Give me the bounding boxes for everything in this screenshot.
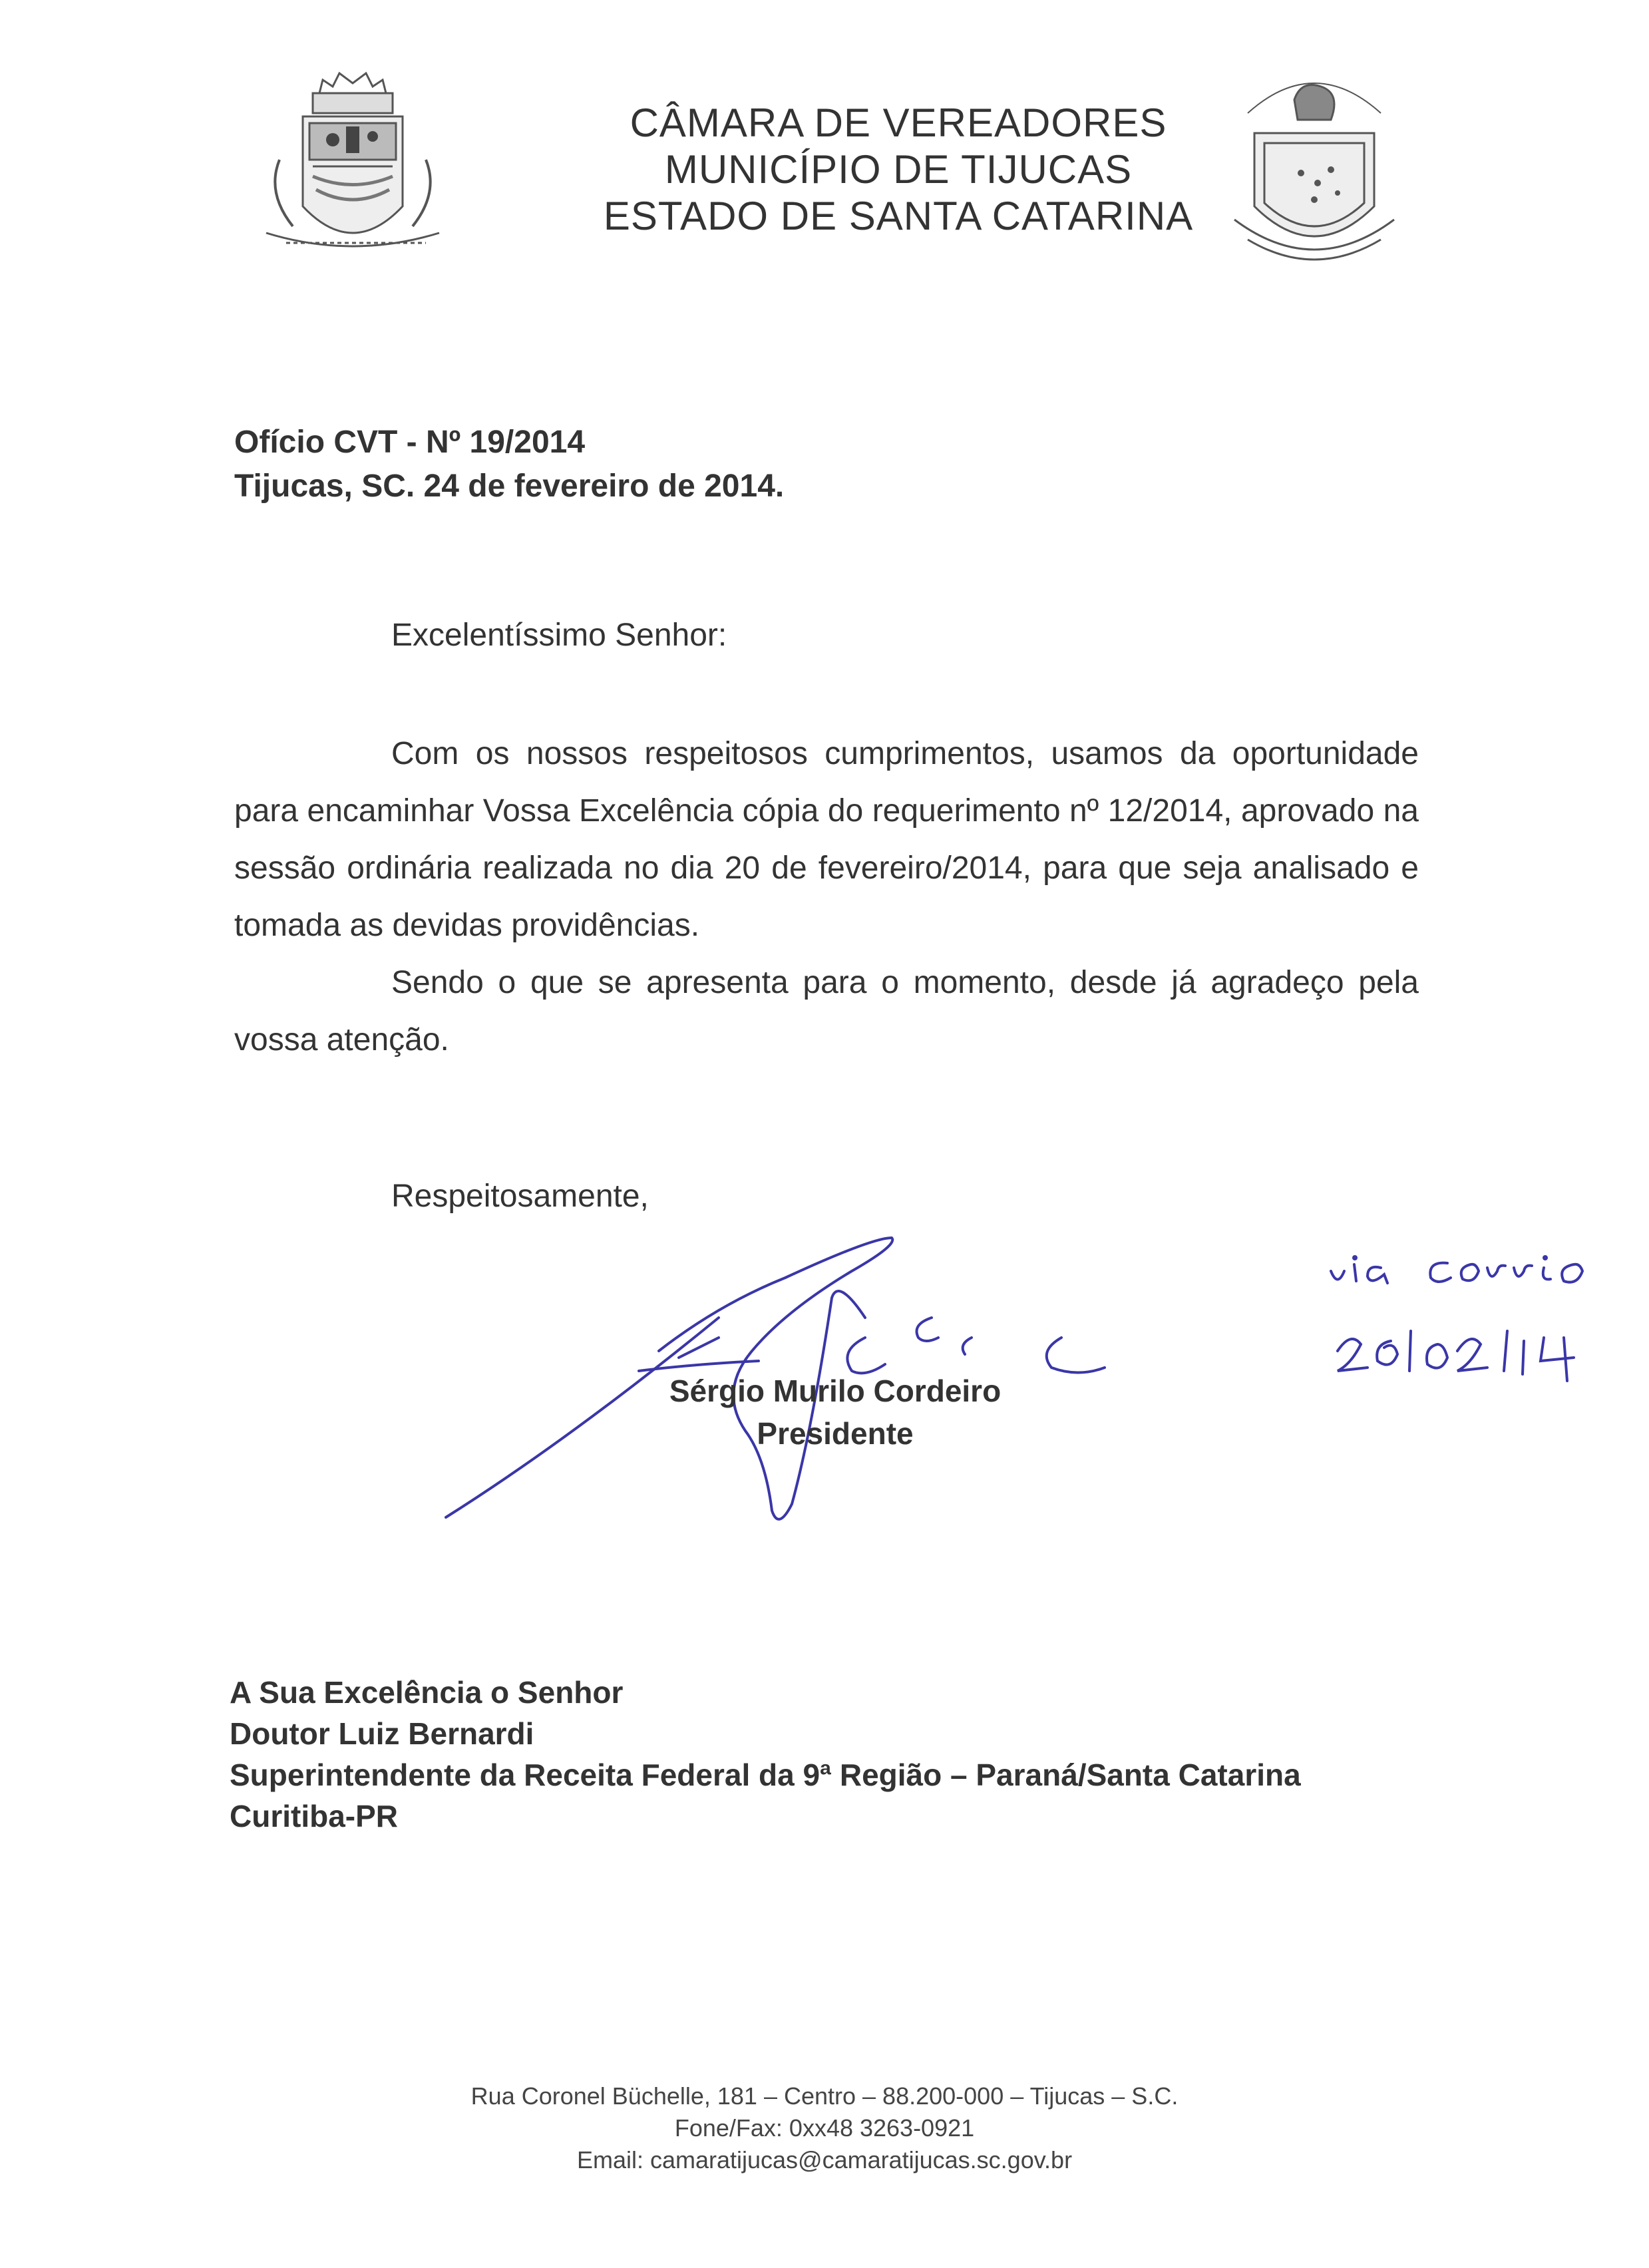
footer [0,2080,1649,2176]
addressee-line-3: Superintendente da Receita Federal da 9ª Região – Paraná/Santa Catarina [230,1758,1301,1792]
letter-body [234,725,1419,1069]
letterhead-line-2: MUNICÍPIO DE TIJUCAS [664,147,1133,192]
legislative-seal-icon [1208,60,1421,286]
closing: Respeitosamente, [391,1179,649,1214]
footer-address: Rua Coronel Büchelle, 181 – Centro – 88.200-000 – Tijucas – S.C. [470,2082,1179,2110]
addressee-block [230,1672,1301,1837]
addressee-line-1: A Sua Excelência o Senhor [230,1675,624,1710]
letterhead-line-3: ESTADO DE SANTA CATARINA [603,194,1194,238]
body-paragraph-1: Com os nossos respeitosos cumprimentos, usamos da oportunidade para encaminhar Vossa Excelência cópia do requerimento nº 12/2014, aprovado na sessão ordinária realizada no dia 20 de fevereiro/2014, para que seja analisado e tomada as devidas providências. [234,736,1419,943]
handwritten-annotation [1324,1231,1604,1398]
salutation: Excelentíssimo Senhor: [391,618,727,653]
letterhead-line-1: CÂMARA DE VEREADORES [630,100,1167,145]
municipal-crest-icon [240,60,466,286]
addressee-line-4: Curitiba-PR [230,1799,398,1833]
place-date: Tijucas, SC. 24 de fevereiro de 2014. [234,469,785,504]
office-number: Ofício CVT - Nº 19/2014 [234,425,586,460]
signer-block [636,1370,1035,1455]
body-paragraph-2: Sendo o que se apresenta para o momento, desde já agradeço pela vossa atenção. [234,965,1419,1057]
signer-title: Presidente [757,1416,914,1451]
footer-phone: Fone/Fax: 0xx48 3263-0921 [674,2114,975,2142]
document-reference [234,421,784,508]
signer-name: Sérgio Murilo Cordeiro [669,1374,1002,1408]
letterhead [506,100,1291,240]
addressee-line-2: Doutor Luiz Bernardi [230,1716,534,1751]
footer-email: Email: camaratijucas@camaratijucas.sc.gov.br [576,2146,1073,2174]
